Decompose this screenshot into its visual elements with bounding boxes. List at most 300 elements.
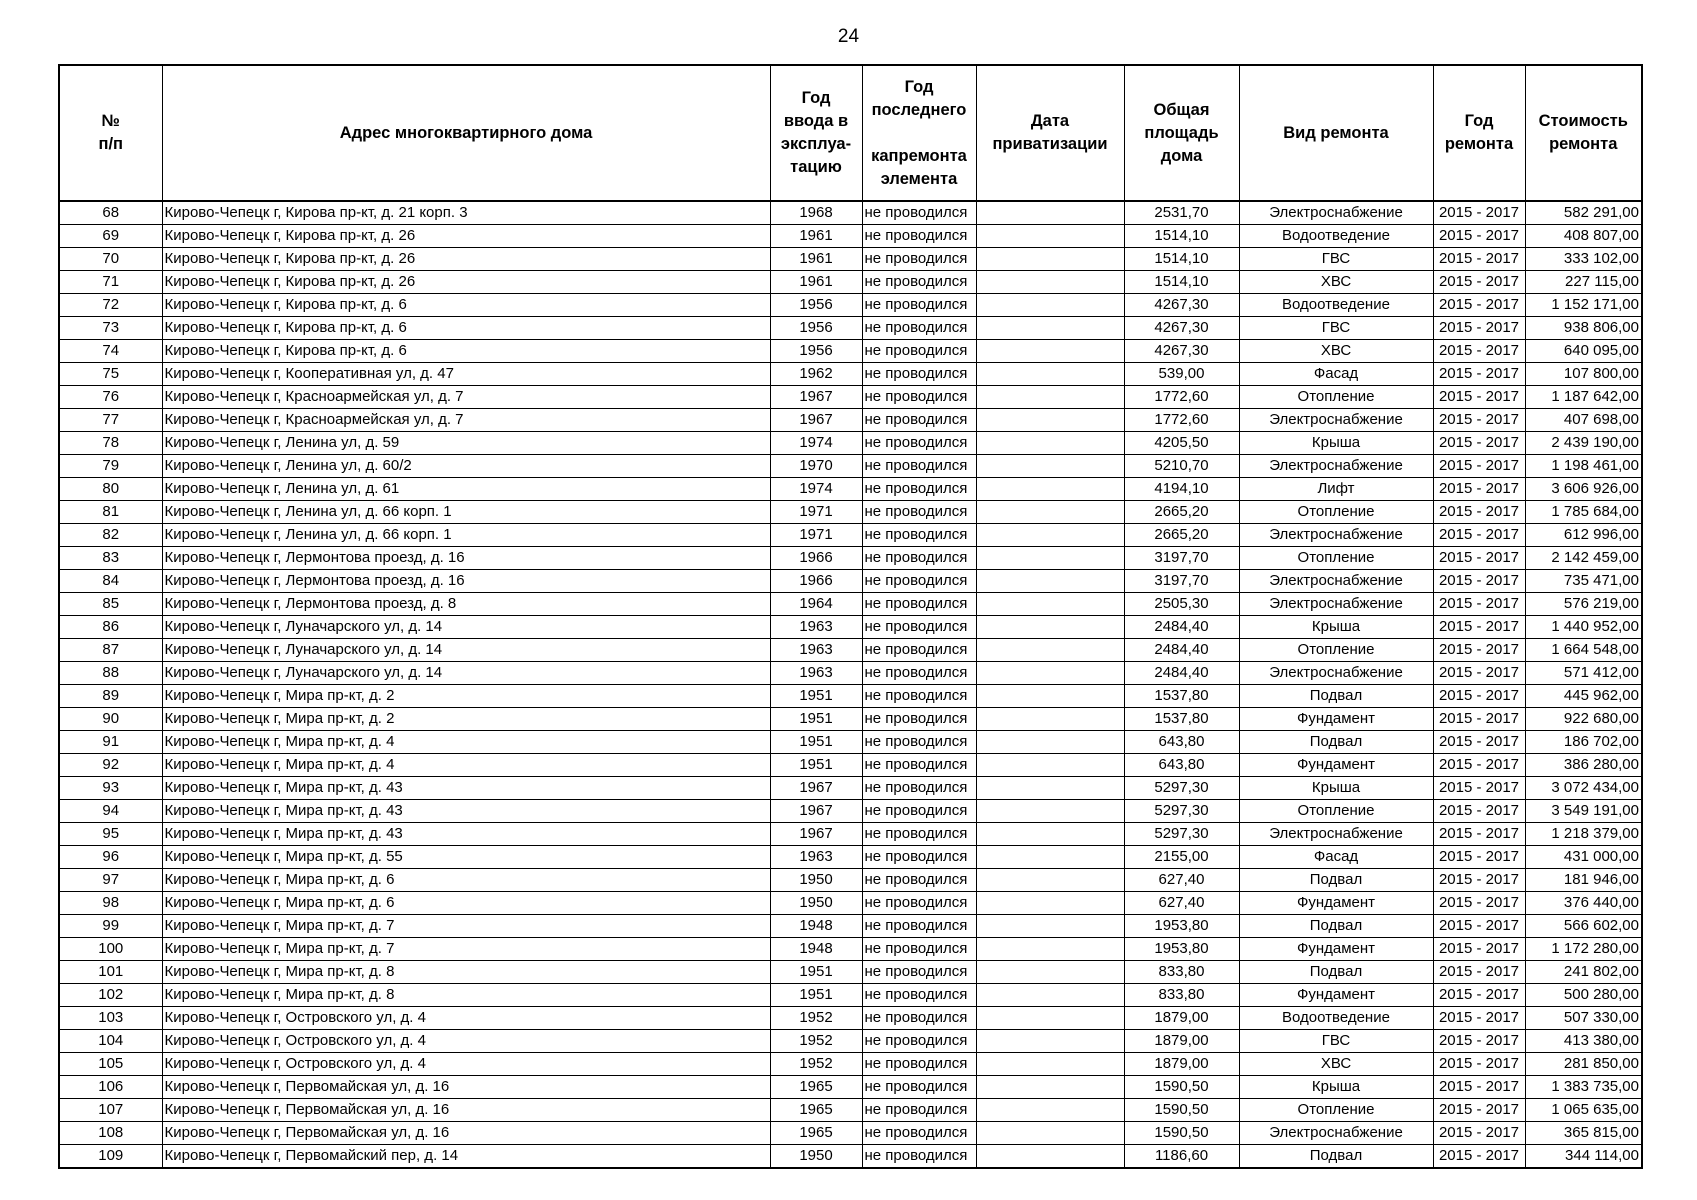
cell-cost: 2 142 459,00 [1525, 547, 1642, 570]
cell-address: Кирово-Чепецк г, Мира пр-кт, д. 6 [162, 892, 770, 915]
cell-privatization [976, 823, 1124, 846]
cell-year-built: 1950 [770, 1145, 862, 1169]
cell-year-built: 1963 [770, 639, 862, 662]
header-line: приватизации [992, 135, 1108, 153]
cell-cost: 186 702,00 [1525, 731, 1642, 754]
cell-repair-year: 2015 - 2017 [1433, 455, 1525, 478]
cell-repair-year: 2015 - 2017 [1433, 846, 1525, 869]
cell-area: 1590,50 [1124, 1099, 1239, 1122]
cell-last-repair: не проводился [862, 984, 976, 1007]
table-row [59, 662, 1642, 685]
cell-repair-year: 2015 - 2017 [1433, 478, 1525, 501]
cell-repair-year: 2015 - 2017 [1433, 731, 1525, 754]
cell-repair-year: 2015 - 2017 [1433, 915, 1525, 938]
cell-cost: 1 187 642,00 [1525, 386, 1642, 409]
cell-last-repair: не проводился [862, 363, 976, 386]
cell-repair-type: Электроснабжение [1239, 409, 1433, 432]
cell-repair-type: Фундамент [1239, 708, 1433, 731]
cell-privatization [976, 432, 1124, 455]
cell-cost: 1 785 684,00 [1525, 501, 1642, 524]
table-row [59, 271, 1642, 294]
table-row [59, 754, 1642, 777]
table-body [59, 201, 1642, 1168]
cell-last-repair: не проводился [862, 1030, 976, 1053]
cell-privatization [976, 501, 1124, 524]
table-row [59, 593, 1642, 616]
cell-repair-type: Крыша [1239, 777, 1433, 800]
cell-num: 97 [59, 869, 162, 892]
cell-last-repair: не проводился [862, 961, 976, 984]
cell-cost: 344 114,00 [1525, 1145, 1642, 1169]
cell-year-built: 1956 [770, 317, 862, 340]
cell-year-built: 1967 [770, 823, 862, 846]
cell-area: 539,00 [1124, 363, 1239, 386]
cell-year-built: 1951 [770, 984, 862, 1007]
cell-num: 96 [59, 846, 162, 869]
cell-address: Кирово-Чепецк г, Луначарского ул, д. 14 [162, 662, 770, 685]
cell-num: 102 [59, 984, 162, 1007]
cell-repair-year: 2015 - 2017 [1433, 1030, 1525, 1053]
table-row [59, 478, 1642, 501]
cell-address: Кирово-Чепецк г, Мира пр-кт, д. 4 [162, 731, 770, 754]
cell-last-repair: не проводился [862, 225, 976, 248]
header-line: ввода в [783, 112, 849, 130]
header-line: Общая [1153, 100, 1210, 119]
cell-num: 90 [59, 708, 162, 731]
cell-area: 5210,70 [1124, 455, 1239, 478]
table-row [59, 317, 1642, 340]
cell-repair-type: Водоотведение [1239, 225, 1433, 248]
cell-repair-type: Отопление [1239, 639, 1433, 662]
table-row [59, 1145, 1642, 1169]
table-row [59, 685, 1642, 708]
header-line: элемента [880, 169, 958, 188]
table-row [59, 340, 1642, 363]
cell-cost: 181 946,00 [1525, 869, 1642, 892]
cell-cost: 1 664 548,00 [1525, 639, 1642, 662]
cell-year-built: 1961 [770, 271, 862, 294]
table-row [59, 501, 1642, 524]
cell-num: 94 [59, 800, 162, 823]
table-row [59, 524, 1642, 547]
cell-repair-type: Крыша [1239, 616, 1433, 639]
cell-address: Кирово-Чепецк г, Мира пр-кт, д. 43 [162, 823, 770, 846]
cell-area: 1514,10 [1124, 248, 1239, 271]
cell-cost: 333 102,00 [1525, 248, 1642, 271]
cell-address: Кирово-Чепецк г, Первомайская ул, д. 16 [162, 1122, 770, 1145]
cell-privatization [976, 915, 1124, 938]
cell-cost: 445 962,00 [1525, 685, 1642, 708]
cell-cost: 413 380,00 [1525, 1030, 1642, 1053]
cell-address: Кирово-Чепецк г, Кирова пр-кт, д. 6 [162, 294, 770, 317]
cell-year-built: 1967 [770, 386, 862, 409]
cell-area: 1537,80 [1124, 708, 1239, 731]
cell-last-repair: не проводился [862, 754, 976, 777]
cell-repair-year: 2015 - 2017 [1433, 777, 1525, 800]
cell-year-built: 1965 [770, 1076, 862, 1099]
cell-year-built: 1974 [770, 478, 862, 501]
header-line: эксплуа- [780, 135, 852, 153]
cell-repair-type: ГВС [1239, 1030, 1433, 1053]
cell-area: 2155,00 [1124, 846, 1239, 869]
cell-num: 72 [59, 294, 162, 317]
cell-area: 5297,30 [1124, 800, 1239, 823]
cell-last-repair: не проводился [862, 731, 976, 754]
cell-num: 82 [59, 524, 162, 547]
cell-area: 627,40 [1124, 869, 1239, 892]
cell-cost: 3 549 191,00 [1525, 800, 1642, 823]
cell-cost: 500 280,00 [1525, 984, 1642, 1007]
cell-last-repair: не проводился [862, 938, 976, 961]
cell-year-built: 1956 [770, 294, 862, 317]
cell-last-repair: не проводился [862, 317, 976, 340]
cell-privatization [976, 754, 1124, 777]
cell-address: Кирово-Чепецк г, Ленина ул, д. 66 корп. 1 [162, 524, 770, 547]
table-row [59, 1122, 1642, 1145]
cell-area: 1953,80 [1124, 915, 1239, 938]
cell-address: Кирово-Чепецк г, Луначарского ул, д. 14 [162, 639, 770, 662]
cell-privatization [976, 201, 1124, 225]
cell-year-built: 1951 [770, 708, 862, 731]
table-row [59, 938, 1642, 961]
header-line: Год [801, 89, 831, 107]
cell-repair-type: Отопление [1239, 1099, 1433, 1122]
cell-privatization [976, 455, 1124, 478]
cell-cost: 1 172 280,00 [1525, 938, 1642, 961]
header-line: Дата [1030, 112, 1070, 130]
cell-address: Кирово-Чепецк г, Луначарского ул, д. 14 [162, 616, 770, 639]
cell-num: 107 [59, 1099, 162, 1122]
cell-cost: 1 065 635,00 [1525, 1099, 1642, 1122]
cell-privatization [976, 248, 1124, 271]
cell-year-built: 1951 [770, 754, 862, 777]
header-line: площадь [1144, 123, 1219, 142]
cell-repair-type: Отопление [1239, 547, 1433, 570]
cell-repair-year: 2015 - 2017 [1433, 892, 1525, 915]
cell-cost: 431 000,00 [1525, 846, 1642, 869]
cell-address: Кирово-Чепецк г, Первомайская ул, д. 16 [162, 1099, 770, 1122]
cell-area: 4205,50 [1124, 432, 1239, 455]
table-row [59, 1007, 1642, 1030]
cell-year-built: 1966 [770, 570, 862, 593]
table-row [59, 248, 1642, 271]
table-row [59, 731, 1642, 754]
cell-address: Кирово-Чепецк г, Кирова пр-кт, д. 26 [162, 271, 770, 294]
cell-area: 2665,20 [1124, 524, 1239, 547]
cell-last-repair: не проводился [862, 685, 976, 708]
cell-last-repair: не проводился [862, 570, 976, 593]
cell-num: 87 [59, 639, 162, 662]
cell-last-repair: не проводился [862, 1053, 976, 1076]
cell-repair-year: 2015 - 2017 [1433, 201, 1525, 225]
cell-year-built: 1961 [770, 248, 862, 271]
cell-year-built: 1967 [770, 777, 862, 800]
cell-repair-year: 2015 - 2017 [1433, 593, 1525, 616]
cell-address: Кирово-Чепецк г, Кооперативная ул, д. 47 [162, 363, 770, 386]
cell-privatization [976, 892, 1124, 915]
cell-cost: 938 806,00 [1525, 317, 1642, 340]
cell-address: Кирово-Чепецк г, Кирова пр-кт, д. 21 корп. 3 [162, 201, 770, 225]
cell-privatization [976, 938, 1124, 961]
cell-address: Кирово-Чепецк г, Мира пр-кт, д. 2 [162, 708, 770, 731]
cell-address: Кирово-Чепецк г, Ленина ул, д. 66 корп. 1 [162, 501, 770, 524]
page-number: 24 [837, 26, 860, 47]
cell-last-repair: не проводился [862, 248, 976, 271]
cell-address: Кирово-Чепецк г, Мира пр-кт, д. 7 [162, 938, 770, 961]
cell-privatization [976, 800, 1124, 823]
cell-repair-type: Отопление [1239, 800, 1433, 823]
cell-privatization [976, 1053, 1124, 1076]
table-row [59, 201, 1642, 225]
cell-privatization [976, 961, 1124, 984]
header-line [865, 122, 974, 145]
cell-repair-year: 2015 - 2017 [1433, 1007, 1525, 1030]
cell-last-repair: не проводился [862, 846, 976, 869]
cell-area: 2484,40 [1124, 662, 1239, 685]
header-line: Адрес многоквартирного дома [339, 123, 593, 142]
cell-year-built: 1951 [770, 731, 862, 754]
cell-address: Кирово-Чепецк г, Мира пр-кт, д. 4 [162, 754, 770, 777]
cell-repair-type: Подвал [1239, 685, 1433, 708]
cell-repair-type: Электроснабжение [1239, 1122, 1433, 1145]
cell-privatization [976, 271, 1124, 294]
cell-cost: 241 802,00 [1525, 961, 1642, 984]
cell-address: Кирово-Чепецк г, Ленина ул, д. 59 [162, 432, 770, 455]
cell-address: Кирово-Чепецк г, Лермонтова проезд, д. 8 [162, 593, 770, 616]
cell-year-built: 1967 [770, 409, 862, 432]
header-cost [1525, 65, 1642, 201]
header-line: Вид ремонта [1283, 123, 1389, 142]
cell-repair-type: Отопление [1239, 501, 1433, 524]
cell-privatization [976, 225, 1124, 248]
header-year-built [770, 65, 862, 201]
cell-repair-type: Электроснабжение [1239, 593, 1433, 616]
cell-address: Кирово-Чепецк г, Островского ул, д. 4 [162, 1053, 770, 1076]
cell-cost: 507 330,00 [1525, 1007, 1642, 1030]
cell-area: 5297,30 [1124, 823, 1239, 846]
cell-num: 69 [59, 225, 162, 248]
table-row [59, 432, 1642, 455]
cell-address: Кирово-Чепецк г, Красноармейская ул, д. 7 [162, 409, 770, 432]
table-row [59, 409, 1642, 432]
table-row [59, 869, 1642, 892]
cell-area: 833,80 [1124, 961, 1239, 984]
cell-num: 88 [59, 662, 162, 685]
cell-num: 70 [59, 248, 162, 271]
cell-repair-year: 2015 - 2017 [1433, 938, 1525, 961]
cell-address: Кирово-Чепецк г, Мира пр-кт, д. 8 [162, 984, 770, 1007]
cell-area: 2665,20 [1124, 501, 1239, 524]
cell-last-repair: не проводился [862, 616, 976, 639]
cell-cost: 735 471,00 [1525, 570, 1642, 593]
cell-address: Кирово-Чепецк г, Островского ул, д. 4 [162, 1030, 770, 1053]
cell-area: 833,80 [1124, 984, 1239, 1007]
cell-repair-type: Подвал [1239, 961, 1433, 984]
cell-area: 2484,40 [1124, 616, 1239, 639]
cell-repair-type: Электроснабжение [1239, 570, 1433, 593]
cell-address: Кирово-Чепецк г, Кирова пр-кт, д. 6 [162, 340, 770, 363]
cell-cost: 1 152 171,00 [1525, 294, 1642, 317]
cell-cost: 582 291,00 [1525, 201, 1642, 225]
cell-num: 84 [59, 570, 162, 593]
cell-repair-year: 2015 - 2017 [1433, 1053, 1525, 1076]
cell-last-repair: не проводился [862, 708, 976, 731]
cell-num: 68 [59, 201, 162, 225]
cell-year-built: 1966 [770, 547, 862, 570]
table-row [59, 984, 1642, 1007]
repair-register-table [58, 64, 1643, 1169]
cell-repair-type: Подвал [1239, 1145, 1433, 1169]
cell-address: Кирово-Чепецк г, Мира пр-кт, д. 43 [162, 800, 770, 823]
cell-cost: 408 807,00 [1525, 225, 1642, 248]
cell-repair-year: 2015 - 2017 [1433, 432, 1525, 455]
cell-last-repair: не проводился [862, 432, 976, 455]
cell-privatization [976, 1076, 1124, 1099]
cell-last-repair: не проводился [862, 593, 976, 616]
cell-area: 643,80 [1124, 731, 1239, 754]
cell-repair-type: Подвал [1239, 869, 1433, 892]
cell-area: 4267,30 [1124, 340, 1239, 363]
cell-year-built: 1952 [770, 1007, 862, 1030]
cell-area: 1772,60 [1124, 386, 1239, 409]
cell-area: 1772,60 [1124, 409, 1239, 432]
cell-area: 4194,10 [1124, 478, 1239, 501]
cell-year-built: 1963 [770, 616, 862, 639]
cell-address: Кирово-Чепецк г, Мира пр-кт, д. 2 [162, 685, 770, 708]
cell-address: Кирово-Чепецк г, Кирова пр-кт, д. 6 [162, 317, 770, 340]
cell-area: 5297,30 [1124, 777, 1239, 800]
cell-repair-type: Фундамент [1239, 984, 1433, 1007]
cell-repair-year: 2015 - 2017 [1433, 685, 1525, 708]
table-row [59, 225, 1642, 248]
cell-repair-type: Крыша [1239, 432, 1433, 455]
cell-repair-type: Водоотведение [1239, 1007, 1433, 1030]
cell-repair-type: Электроснабжение [1239, 823, 1433, 846]
cell-last-repair: не проводился [862, 869, 976, 892]
header-privatization [976, 65, 1124, 201]
cell-cost: 2 439 190,00 [1525, 432, 1642, 455]
cell-last-repair: не проводился [862, 1099, 976, 1122]
header-line: ремонта [1444, 135, 1514, 153]
cell-year-built: 1968 [770, 201, 862, 225]
cell-num: 100 [59, 938, 162, 961]
cell-repair-type: Подвал [1239, 915, 1433, 938]
header-num [59, 65, 162, 201]
cell-area: 1879,00 [1124, 1053, 1239, 1076]
cell-num: 78 [59, 432, 162, 455]
header-line: ремонта [1549, 135, 1618, 153]
cell-address: Кирово-Чепецк г, Ленина ул, д. 60/2 [162, 455, 770, 478]
cell-repair-year: 2015 - 2017 [1433, 248, 1525, 271]
header-line: Год [904, 77, 934, 96]
cell-last-repair: не проводился [862, 409, 976, 432]
cell-last-repair: не проводился [862, 915, 976, 938]
cell-num: 99 [59, 915, 162, 938]
cell-num: 103 [59, 1007, 162, 1030]
cell-address: Кирово-Чепецк г, Мира пр-кт, д. 55 [162, 846, 770, 869]
cell-num: 91 [59, 731, 162, 754]
cell-cost: 640 095,00 [1525, 340, 1642, 363]
cell-last-repair: не проводился [862, 777, 976, 800]
cell-last-repair: не проводился [862, 1145, 976, 1169]
cell-area: 2531,70 [1124, 201, 1239, 225]
cell-repair-year: 2015 - 2017 [1433, 386, 1525, 409]
cell-address: Кирово-Чепецк г, Лермонтова проезд, д. 16 [162, 547, 770, 570]
cell-cost: 1 218 379,00 [1525, 823, 1642, 846]
cell-repair-year: 2015 - 2017 [1433, 524, 1525, 547]
cell-num: 93 [59, 777, 162, 800]
table-row [59, 800, 1642, 823]
cell-address: Кирово-Чепецк г, Ленина ул, д. 61 [162, 478, 770, 501]
cell-last-repair: не проводился [862, 524, 976, 547]
cell-area: 1186,60 [1124, 1145, 1239, 1169]
cell-address: Кирово-Чепецк г, Первомайский пер, д. 14 [162, 1145, 770, 1169]
cell-last-repair: не проводился [862, 1122, 976, 1145]
cell-area: 1590,50 [1124, 1122, 1239, 1145]
table-row [59, 363, 1642, 386]
cell-repair-type: ХВС [1239, 1053, 1433, 1076]
cell-repair-year: 2015 - 2017 [1433, 547, 1525, 570]
cell-cost: 365 815,00 [1525, 1122, 1642, 1145]
cell-year-built: 1971 [770, 501, 862, 524]
cell-privatization [976, 846, 1124, 869]
cell-num: 80 [59, 478, 162, 501]
cell-year-built: 1952 [770, 1030, 862, 1053]
cell-repair-year: 2015 - 2017 [1433, 708, 1525, 731]
header-line: тацию [790, 158, 842, 176]
cell-repair-type: ХВС [1239, 340, 1433, 363]
cell-cost: 407 698,00 [1525, 409, 1642, 432]
table-row [59, 961, 1642, 984]
cell-repair-type: Фундамент [1239, 754, 1433, 777]
cell-address: Кирово-Чепецк г, Мира пр-кт, д. 6 [162, 869, 770, 892]
cell-year-built: 1963 [770, 846, 862, 869]
cell-privatization [976, 685, 1124, 708]
cell-num: 75 [59, 363, 162, 386]
table-row [59, 777, 1642, 800]
cell-privatization [976, 984, 1124, 1007]
cell-year-built: 1967 [770, 800, 862, 823]
cell-num: 71 [59, 271, 162, 294]
cell-last-repair: не проводился [862, 201, 976, 225]
cell-year-built: 1956 [770, 340, 862, 363]
cell-last-repair: не проводился [862, 340, 976, 363]
cell-year-built: 1971 [770, 524, 862, 547]
cell-cost: 1 440 952,00 [1525, 616, 1642, 639]
cell-privatization [976, 731, 1124, 754]
cell-repair-type: Лифт [1239, 478, 1433, 501]
table-row [59, 386, 1642, 409]
cell-address: Кирово-Чепецк г, Мира пр-кт, д. 8 [162, 961, 770, 984]
cell-last-repair: не проводился [862, 892, 976, 915]
cell-repair-year: 2015 - 2017 [1433, 271, 1525, 294]
cell-repair-type: Электроснабжение [1239, 662, 1433, 685]
cell-area: 3197,70 [1124, 547, 1239, 570]
cell-repair-year: 2015 - 2017 [1433, 1145, 1525, 1169]
cell-num: 74 [59, 340, 162, 363]
table-row [59, 616, 1642, 639]
cell-year-built: 1951 [770, 961, 862, 984]
cell-repair-type: Водоотведение [1239, 294, 1433, 317]
cell-last-repair: не проводился [862, 547, 976, 570]
cell-area: 4267,30 [1124, 317, 1239, 340]
cell-cost: 576 219,00 [1525, 593, 1642, 616]
cell-repair-type: Электроснабжение [1239, 201, 1433, 225]
cell-area: 1514,10 [1124, 271, 1239, 294]
cell-repair-year: 2015 - 2017 [1433, 869, 1525, 892]
cell-repair-year: 2015 - 2017 [1433, 1076, 1525, 1099]
cell-cost: 386 280,00 [1525, 754, 1642, 777]
